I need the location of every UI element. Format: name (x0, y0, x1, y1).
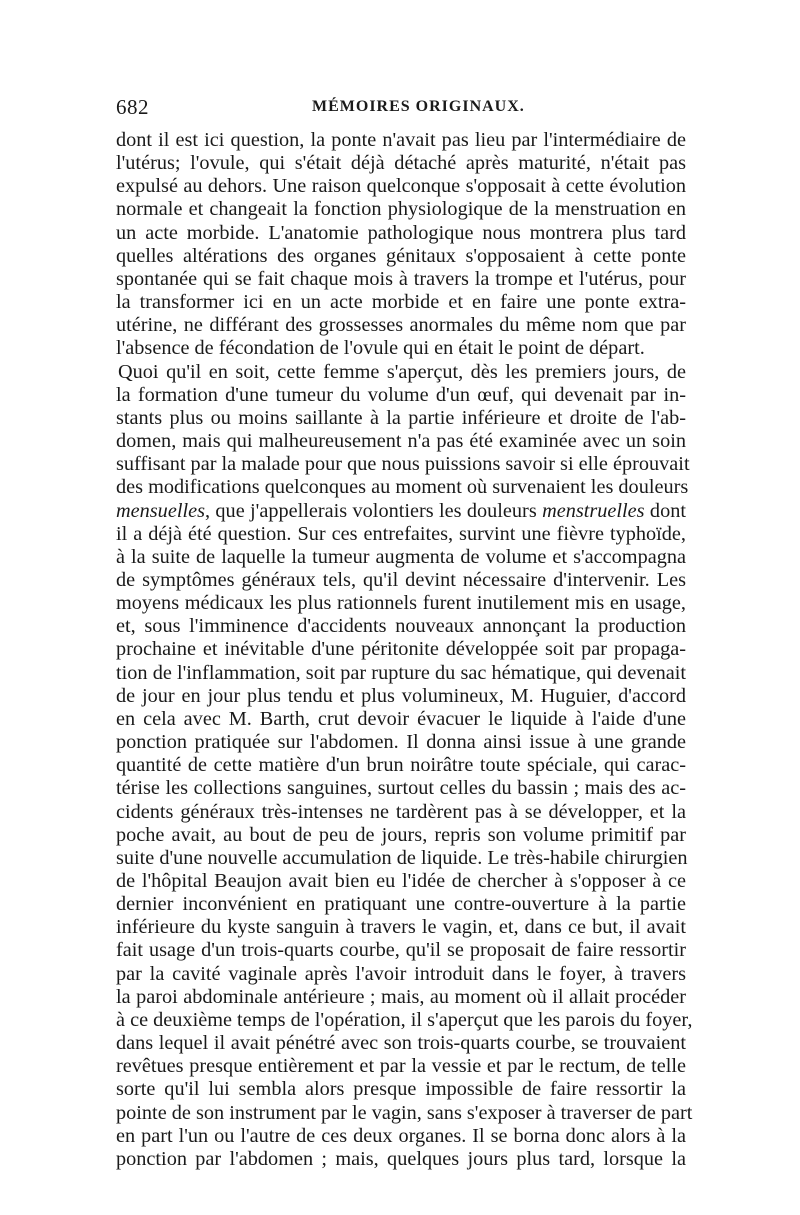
text-line: la transformer ici en un acte morbide et en faire une ponte extra- (116, 291, 686, 314)
text-line: stants plus ou moins saillante à la partie inférieure et droite de l'ab- (116, 406, 686, 429)
text-line: sorte qu'il lui sembla alors presque impossible de faire ressortir la (116, 1078, 686, 1101)
text-line: à la suite de laquelle la tumeur augmenta de volume et s'accompagna (116, 545, 686, 568)
running-head: MÉMOIRES ORIGINAUX. (312, 98, 525, 115)
text-line: des modifications quelconques au moment où survenaient les douleurs (116, 476, 689, 499)
text-line: quantité de cette matière d'un brun noirâtre toute spéciale, qui carac- (116, 754, 686, 777)
text-line: fait usage d'un trois-quarts courbe, qu'il se proposait de faire ressortir (116, 939, 686, 962)
text-line: la formation d'une tumeur du volume d'un œuf, qui devenait par in- (116, 383, 686, 406)
text-line: suite d'une nouvelle accumulation de liquide. Le très-habile chirurgien (116, 846, 688, 869)
italic-term: menstruelles (542, 499, 645, 522)
italic-term: mensuelles (116, 499, 205, 522)
text-line: tion de l'inflammation, soit par rupture du sac hématique, qui devenait (116, 661, 686, 684)
text-line: inférieure du kyste sanguin à travers le vagin, et, dans ce but, il avait (116, 916, 686, 939)
text-line: l'absence de fécondation de l'ovule qui en était le point de départ. (116, 337, 645, 360)
text-line (116, 500, 686, 523)
text-line: poche avait, au bout de peu de jours, repris son volume primitif par (116, 823, 686, 846)
text-line: par la cavité vaginale après l'avoir introduit dans le foyer, à travers (116, 962, 686, 985)
text-line: revêtues presque entièrement et par la vessie et par le rectum, de telle (116, 1055, 686, 1078)
text-line: en cela avec M. Barth, crut devoir évacuer le liquide à l'aide d'une (116, 707, 686, 730)
page-number: 682 (116, 95, 149, 119)
text-line: de l'hôpital Beaujon avait bien eu l'idée de chercher à s'opposer à ce (116, 870, 686, 892)
text-line: domen, mais qui malheureusement n'a pas été examinée avec un soin (116, 430, 686, 453)
text-line: moyens médicaux les plus rationnels furent inutilement mis en usage, (116, 592, 686, 615)
text-line: dont il est ici question, la ponte n'avait pas lieu par l'intermédiaire de (116, 129, 686, 151)
text-line: ponction pratiquée sur l'abdomen. Il donna ainsi issue à une grande (116, 731, 686, 754)
text-line: dans lequel il avait pénétré avec son trois-quarts courbe, se trouvaient (116, 1032, 686, 1055)
text-line: térise les collections sanguines, surtout celles du bassin ; mais des ac- (116, 777, 686, 800)
text-line: ponction par l'abdomen ; mais, quelques jours plus tard, lorsque la (116, 1147, 686, 1170)
text-line: cidents généraux très-intenses ne tardèrent pas à se développer, et la (116, 800, 686, 823)
text-line: quelles altérations des organes génitaux s'opposaient à cette ponte (116, 244, 686, 267)
text-line: normale et changeait la fonction physiologique de la menstruation en (116, 198, 686, 221)
text-line: utérine, ne différant des grossesses anormales du même nom que par (116, 314, 686, 337)
text-line: spontanée qui se fait chaque mois à travers la trompe et l'utérus, pour (116, 267, 686, 290)
text-line: à ce deuxième temps de l'opération, il s'aperçut que les parois du foyer, (116, 1008, 693, 1031)
text-fragment: , que j'appellerais volontiers les douleurs (205, 499, 543, 522)
text-fragment: dont (644, 499, 686, 522)
text-line: Quoi qu'il en soit, cette femme s'aperçut, dès les premiers jours, de (118, 360, 686, 383)
text-line: et, sous l'imminence d'accidents nouveaux annonçant la production (116, 615, 686, 638)
text-line: pointe de son instrument par le vagin, sans s'exposer à traverser de part (116, 1101, 693, 1124)
text-line: suffisant par la malade pour que nous puissions savoir si elle éprouvait (116, 453, 690, 476)
text-line: il a déjà été question. Sur ces entrefaites, survint une fièvre typhoïde, (116, 522, 686, 545)
text-line: prochaine et inévitable d'une péritonite développée soit par propaga- (116, 638, 686, 661)
text-line: l'utérus; l'ovule, qui s'était déjà détaché après maturité, n'était pas (116, 152, 686, 175)
text-line: expulsé au dehors. Une raison quelconque s'opposait à cette évolution (116, 175, 686, 198)
text-line: dernier inconvénient en pratiquant une contre-ouverture à la partie (116, 893, 686, 916)
page-header (116, 95, 686, 125)
text-line: un acte morbide. L'anatomie pathologique nous montrera plus tard (116, 221, 686, 244)
text-line: de jour en jour plus tendu et plus volumineux, M. Huguier, d'accord (116, 684, 686, 707)
text-line: en part l'un ou l'autre de ces deux organes. Il se borna donc alors à la (116, 1124, 686, 1147)
body-text (116, 129, 693, 1171)
text-line: la paroi abdominale antérieure ; mais, au moment où il allait procéder (116, 985, 686, 1008)
text-line: de symptômes généraux tels, qu'il devint nécessaire d'intervenir. Les (116, 568, 686, 591)
